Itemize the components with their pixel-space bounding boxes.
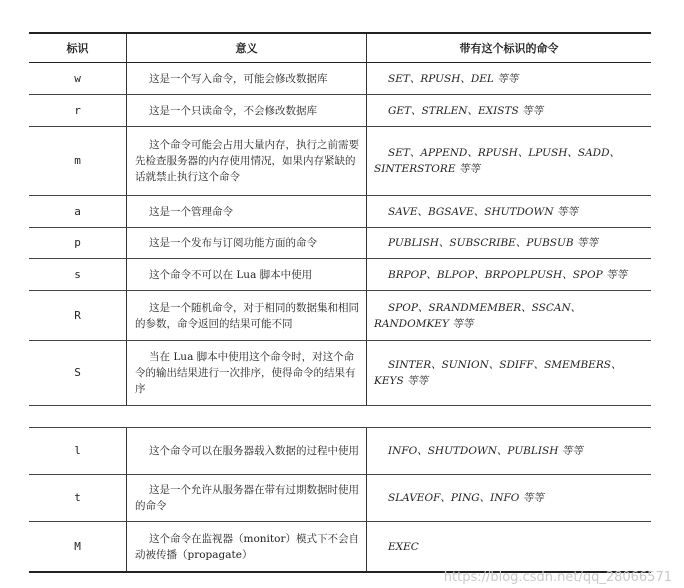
table-row — [29, 63, 651, 95]
flag-cell: S — [74, 366, 81, 379]
commands-cell: GET、STRLEN、EXISTS 等等 — [366, 95, 651, 126]
table-row — [29, 291, 651, 341]
meaning-cell: 这个命令可以在服务器载入数据的过程中使用 — [126, 428, 366, 474]
meaning-cell: 当在 Lua 脚本中使用这个命令时，对这个命令的输出结果进行一次排序，使得命令的结果有序 — [126, 341, 366, 405]
table-section-gap — [29, 406, 651, 428]
meaning-cell: 这是一个只读命令，不会修改数据库 — [126, 95, 366, 126]
flag-cell: w — [74, 71, 81, 85]
commands-cell: SET、APPEND、RPUSH、LPUSH、SADD、SINTERSTORE 等等 — [366, 127, 651, 195]
flag-cell: p — [74, 236, 81, 249]
flag-cell: s — [74, 267, 81, 281]
meaning-cell: 这是一个写入命令，可能会修改数据库 — [126, 63, 366, 94]
table-row — [29, 95, 651, 127]
table-row — [29, 428, 651, 475]
commands-cell: BRPOP、BLPOP、BRPOPLPUSH、SPOP 等等 — [366, 259, 651, 290]
table-row — [29, 127, 651, 196]
meaning-cell: 这是一个发布与订阅功能方面的命令 — [126, 228, 366, 258]
meaning-cell: 这个命令不可以在 Lua 脚本中使用 — [126, 259, 366, 290]
flag-cell: a — [74, 204, 81, 218]
commands-cell: EXEC — [366, 522, 651, 571]
header-meaning: 意义 — [126, 34, 366, 62]
table-row — [29, 475, 651, 522]
commands-cell: SLAVEOF、PING、INFO 等等 — [366, 475, 651, 521]
flag-cell: M — [74, 539, 81, 553]
table-header — [29, 32, 651, 63]
table-row — [29, 341, 651, 406]
flag-cell: t — [74, 491, 81, 504]
flag-cell: r — [74, 103, 81, 117]
meaning-cell: 这是一个随机命令，对于相同的数据集和相同的参数，命令返回的结果可能不同 — [126, 291, 366, 340]
table-row — [29, 259, 651, 291]
flag-cell: m — [74, 154, 81, 167]
table-row — [29, 196, 651, 228]
commands-cell: SET、RPUSH、DEL 等等 — [366, 63, 651, 94]
header-flag: 标识 — [66, 42, 89, 55]
header-commands: 带有这个标识的命令 — [366, 34, 651, 62]
csdn-watermark: https://blog.csdn.net/qq_28066571 — [443, 570, 672, 585]
flag-cell: l — [74, 444, 81, 457]
commands-cell: SPOP、SRANDMEMBER、SSCAN、RANDOMKEY 等等 — [366, 291, 651, 340]
meaning-cell: 这个命令在监视器（monitor）模式下不会自动被传播（propagate） — [126, 522, 366, 571]
meaning-cell: 这个命令可能会占用大量内存，执行之前需要先检查服务器的内存使用情况，如果内存紧缺的话就禁止执行这个命令 — [126, 127, 366, 195]
flag-cell: R — [74, 308, 81, 322]
meaning-cell: 这是一个管理命令 — [126, 196, 366, 227]
commands-cell: INFO、SHUTDOWN、PUBLISH 等等 — [366, 428, 651, 474]
commands-cell: PUBLISH、SUBSCRIBE、PUBSUB 等等 — [366, 228, 651, 258]
table-row — [29, 228, 651, 259]
redis-command-flags-table — [29, 32, 651, 573]
commands-cell: SINTER、SUNION、SDIFF、SMEMBERS、KEYS 等等 — [366, 341, 651, 405]
meaning-cell: 这是一个允许从服务器在带有过期数据时使用的命令 — [126, 475, 366, 521]
table-row — [29, 522, 651, 573]
commands-cell: SAVE、BGSAVE、SHUTDOWN 等等 — [366, 196, 651, 227]
